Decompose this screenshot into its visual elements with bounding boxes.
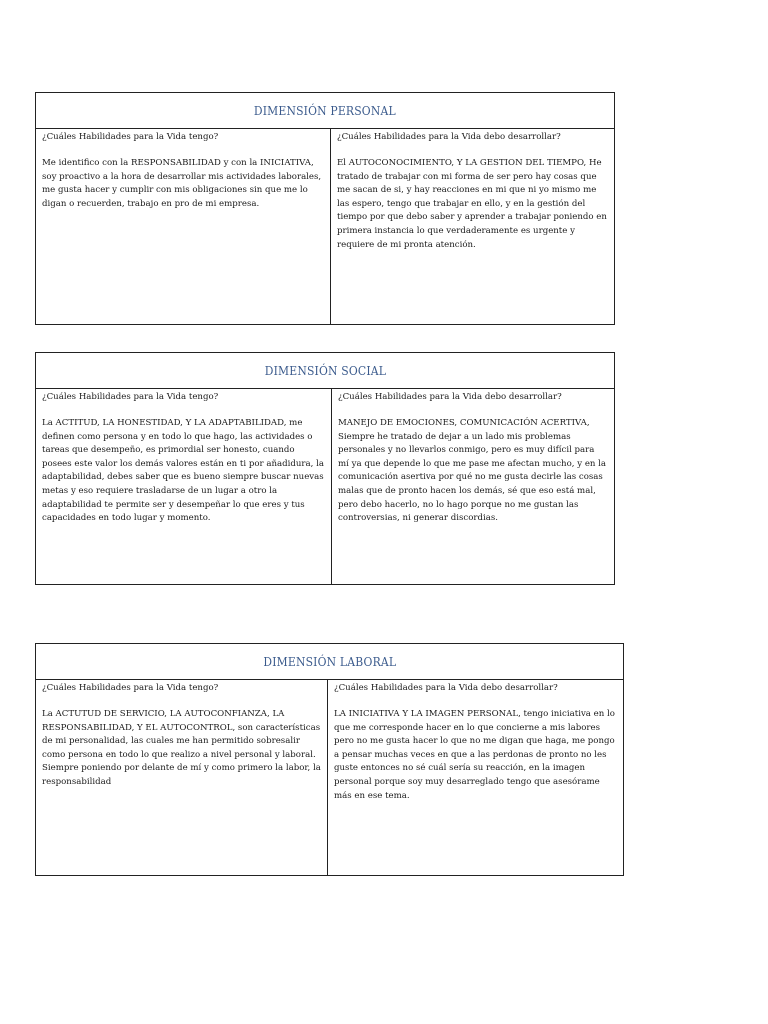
right-question: ¿Cuáles Habilidades para la Vida debo desarrollar?: [338, 392, 562, 402]
right-cell: [330, 129, 614, 324]
right-cell: [327, 680, 623, 875]
left-text: Me identifico con la RESPONSABILIDAD y con la INICIATIVA, soy proactivo a la hora de desarrollar mis actividades laborales, me gusta hacer y cumplir con mis obligaciones sin que me lo digan o recuerden, trabajo en pro de mi empresa.: [42, 158, 322, 209]
table-title: DIMENSIÓN PERSONAL: [254, 103, 396, 118]
right-text: MANEJO DE EMOCIONES, COMUNICACIÓN ACERTIVA, Siempre he tratado de dejar a un lado mis problemas personales y no llevarlos conmigo, pero es muy difícil para mí ya que depende lo que me pase me afectan mucho, y en la comunicación asertiva por qué no me gusta decirle las cosas malas que de pronto hacen los demás, sé que eso está mal, pero debo hacerlo, no lo hago porque no me gustan las controversias, ni generar discordias.: [338, 418, 607, 524]
table-header: [36, 644, 623, 680]
right-cell: [331, 389, 614, 584]
table-title: DIMENSIÓN LABORAL: [263, 654, 396, 669]
left-text: La ACTUTUD DE SERVICIO, LA AUTOCONFIANZA, LA RESPONSABILIDAD, Y EL AUTOCONTROL, son características de mi personalidad, las cuales me han permitido sobresalir como persona en todo lo que realizo a nivel personal y laboral. Siempre poniendo por delante de mí y como primero la labor, la responsabilidad: [42, 709, 321, 787]
table-header: [36, 353, 614, 389]
table-personal: [35, 92, 615, 325]
left-cell: [36, 680, 327, 875]
right-question: ¿Cuáles Habilidades para la Vida debo desarrollar?: [334, 683, 558, 693]
left-cell: [36, 129, 330, 324]
left-question: ¿Cuáles Habilidades para la Vida tengo?: [42, 392, 219, 402]
left-question: ¿Cuáles Habilidades para la Vida tengo?: [42, 683, 219, 693]
right-text: El AUTOCONOCIMIENTO, Y LA GESTION DEL TIEMPO, He tratado de trabajar con mi forma de ser pero hay cosas que me sacan de si, y hay reacciones en mi que ni yo mismo me las espero, tengo que trabajar en ello, y en la gestión del tiempo por que debo saber y aprender a trabajar poniendo en primera instancia lo que verdaderamente es urgente y requiere de mi pronta atención.: [337, 158, 607, 250]
right-question: ¿Cuáles Habilidades para la Vida debo desarrollar?: [337, 132, 561, 142]
right-text: LA INICIATIVA Y LA IMAGEN PERSONAL, tengo iniciativa en lo que me corresponde hacer en lo que concierne a mis labores pero no me gusta hacer lo que no me digan que haga, me pongo a pensar muchas veces en que a las perdonas de pronto no les guste entonces no sé cuál sería su reacción, en la imagen personal porque soy muy desarreglado tengo que asesórame más en ese tema.: [334, 709, 615, 801]
table-laboral: [35, 643, 624, 876]
left-text: La ACTITUD, LA HONESTIDAD, Y LA ADAPTABILIDAD, me definen como persona y en todo lo que hago, las actividades o tareas que desempeño, es primordial ser honesto, cuando posees este valor los demás valores están en ti por añadidura, la adaptabilidad, debes saber que es bueno siempre buscar nuevas metas y eso requiere trasladarse de un lugar a otro la adaptabilidad te permite ser y desempeñar lo que eres y tus capacidades en todo lugar y momento.: [42, 418, 324, 524]
table-title: DIMENSIÓN SOCIAL: [264, 363, 386, 378]
left-cell: [36, 389, 331, 584]
table-social: [35, 352, 615, 585]
left-question: ¿Cuáles Habilidades para la Vida tengo?: [42, 132, 219, 142]
table-header: [36, 93, 614, 129]
